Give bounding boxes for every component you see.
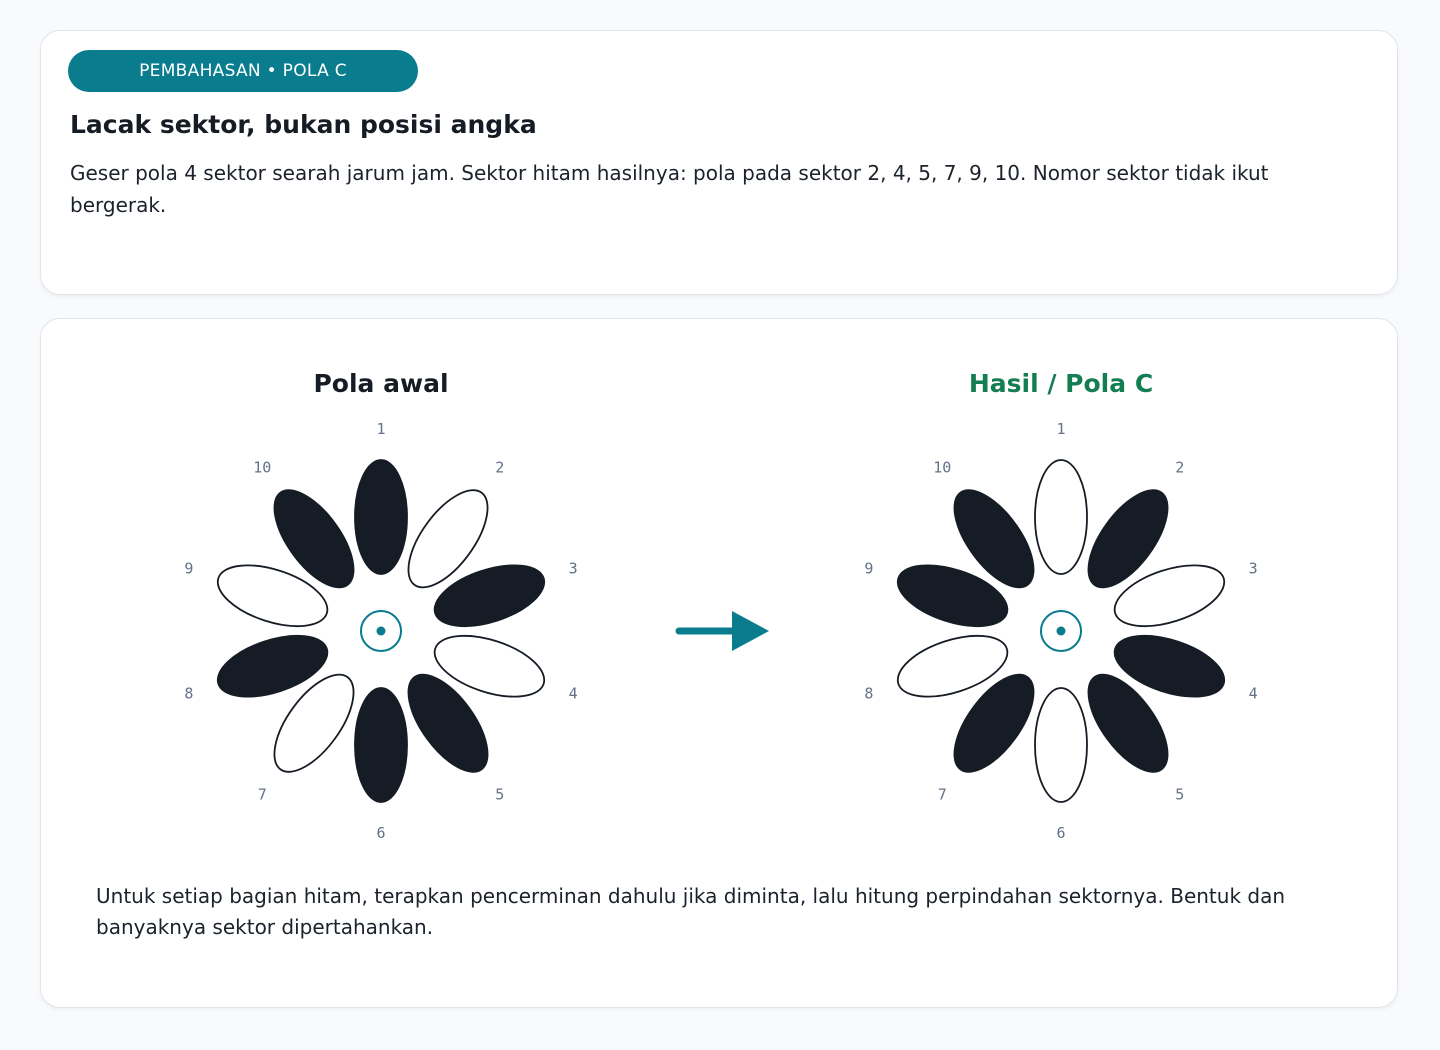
result-pattern-diagram bbox=[851, 419, 1271, 859]
explanation-title: Lacak sektor, bukan posisi angka bbox=[70, 110, 537, 139]
sector-8-label: 8 bbox=[184, 684, 194, 703]
sector-1-petal bbox=[1035, 460, 1087, 574]
sector-1-label: 1 bbox=[376, 420, 386, 438]
sector-10-label: 10 bbox=[253, 458, 272, 477]
center-target-icon bbox=[1041, 611, 1081, 651]
center-target-icon bbox=[361, 611, 401, 651]
sector-6-petal bbox=[1035, 688, 1087, 802]
explanation-text: Geser pola 4 sektor searah jarum jam. Sektor hitam hasilnya: pola pada sektor 2, 4, 5, 7, 9, 10. Nomor sektor tidak ikut bergerak. bbox=[70, 161, 1269, 217]
sector-6-label: 6 bbox=[1056, 824, 1066, 842]
sector-7-label: 7 bbox=[257, 785, 267, 804]
result-pattern-title: Hasil / Pola C bbox=[968, 369, 1154, 398]
diagram-card bbox=[40, 318, 1398, 1008]
sector-1-petal bbox=[355, 460, 407, 574]
sector-3-label: 3 bbox=[1248, 559, 1258, 578]
sector-3-label: 3 bbox=[568, 559, 578, 578]
sector-6-label: 6 bbox=[376, 824, 386, 842]
arrow-right-icon bbox=[671, 609, 771, 653]
sector-5-label: 5 bbox=[495, 785, 505, 804]
section-badge: PEMBAHASAN • POLA C bbox=[68, 50, 418, 92]
sector-5-label: 5 bbox=[1175, 785, 1185, 804]
sector-8-label: 8 bbox=[864, 684, 874, 703]
initial-pattern-diagram bbox=[171, 419, 591, 859]
sector-2-label: 2 bbox=[1175, 458, 1185, 477]
sector-7-label: 7 bbox=[937, 785, 947, 804]
sector-9-label: 9 bbox=[864, 559, 874, 578]
footnote-text: Untuk setiap bagian hitam, terapkan pencerminan dahulu jika diminta, lalu hitung perpindahan sektornya. Bentuk dan banyaknya sektor dipertahankan. bbox=[96, 884, 1286, 939]
sector-10-label: 10 bbox=[933, 458, 952, 477]
initial-pattern-title: Pola awal bbox=[313, 369, 449, 398]
sector-9-label: 9 bbox=[184, 559, 194, 578]
sector-4-label: 4 bbox=[1248, 684, 1258, 703]
sector-4-label: 4 bbox=[568, 684, 578, 703]
explanation-card bbox=[40, 30, 1398, 295]
sector-6-petal bbox=[355, 688, 407, 802]
sector-1-label: 1 bbox=[1056, 420, 1066, 438]
sector-2-label: 2 bbox=[495, 458, 505, 477]
